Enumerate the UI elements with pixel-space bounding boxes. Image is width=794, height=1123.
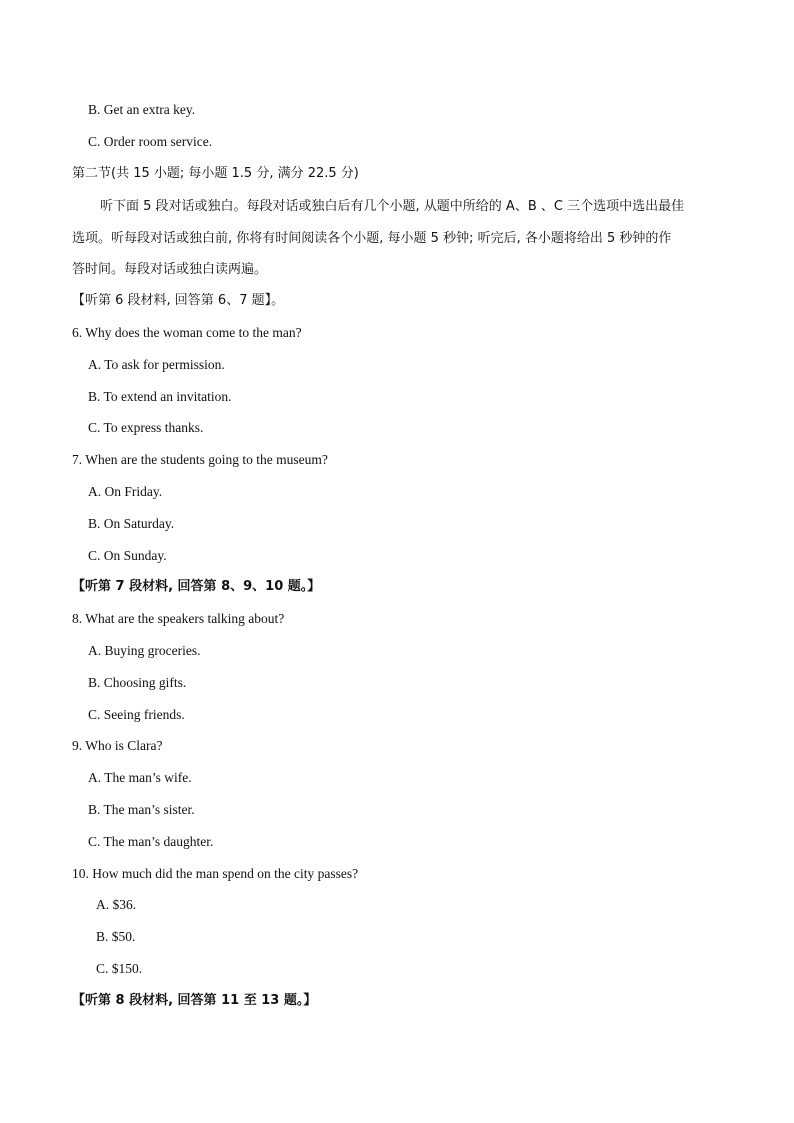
question-9-option-c: C. The man’s daughter.	[88, 834, 214, 849]
question-7-option-c: C. On Sunday.	[88, 548, 167, 563]
passage-7-header: 【听第 7 段材料, 回答第 8、9、10 题。】	[72, 579, 321, 594]
passage-8-header: 【听第 8 段材料, 回答第 11 至 13 题。】	[72, 993, 317, 1008]
section-title: 第二节(共 15 小题; 每小题 1.5 分, 满分 22.5 分)	[72, 166, 359, 181]
question-7-option-a: A. On Friday.	[88, 484, 163, 499]
question-7-option-b: B. On Saturday.	[88, 516, 175, 531]
instruction-line-1: 听下面 5 段对话或独白。每段对话或独白后有几个小题, 从题中所给的 A、B 、C 三个选项中选出最佳	[100, 199, 685, 214]
question-6: 6. Why does the woman come to the man?	[72, 325, 302, 340]
question-9-option-b: B. The man’s sister.	[88, 802, 195, 817]
question-7: 7. When are the students going to the museum?	[72, 452, 328, 467]
option-c-prev: C. Order room service.	[88, 134, 213, 149]
instruction-line-2: 选项。听每段对话或独白前, 你将有时间阅读各个小题, 每小题 5 秒钟; 听完后, 各小题将给出 5 秒钟的作	[72, 231, 672, 246]
question-6-option-b: B. To extend an invitation.	[88, 389, 232, 404]
question-10-option-a: A. $36.	[96, 897, 137, 912]
question-9-option-a: A. The man’s wife.	[88, 770, 192, 785]
question-6-option-c: C. To express thanks.	[88, 420, 204, 435]
question-10-option-c: C. $150.	[96, 961, 143, 976]
option-b-prev: B. Get an extra key.	[88, 102, 196, 117]
question-8-option-b: B. Choosing gifts.	[88, 675, 187, 690]
question-8-option-c: C. Seeing friends.	[88, 707, 185, 722]
question-9: 9. Who is Clara?	[72, 738, 163, 753]
question-10: 10. How much did the man spend on the city passes?	[72, 866, 359, 881]
instruction-line-3: 答时间。每段对话或独白读两遍。	[72, 262, 268, 277]
question-10-option-b: B. $50.	[96, 929, 136, 944]
passage-6-header: 【听第 6 段材料, 回答第 6、7 题】。	[72, 293, 285, 308]
question-8-option-a: A. Buying groceries.	[88, 643, 201, 658]
question-6-option-a: A. To ask for permission.	[88, 357, 225, 372]
question-8: 8. What are the speakers talking about?	[72, 611, 285, 626]
